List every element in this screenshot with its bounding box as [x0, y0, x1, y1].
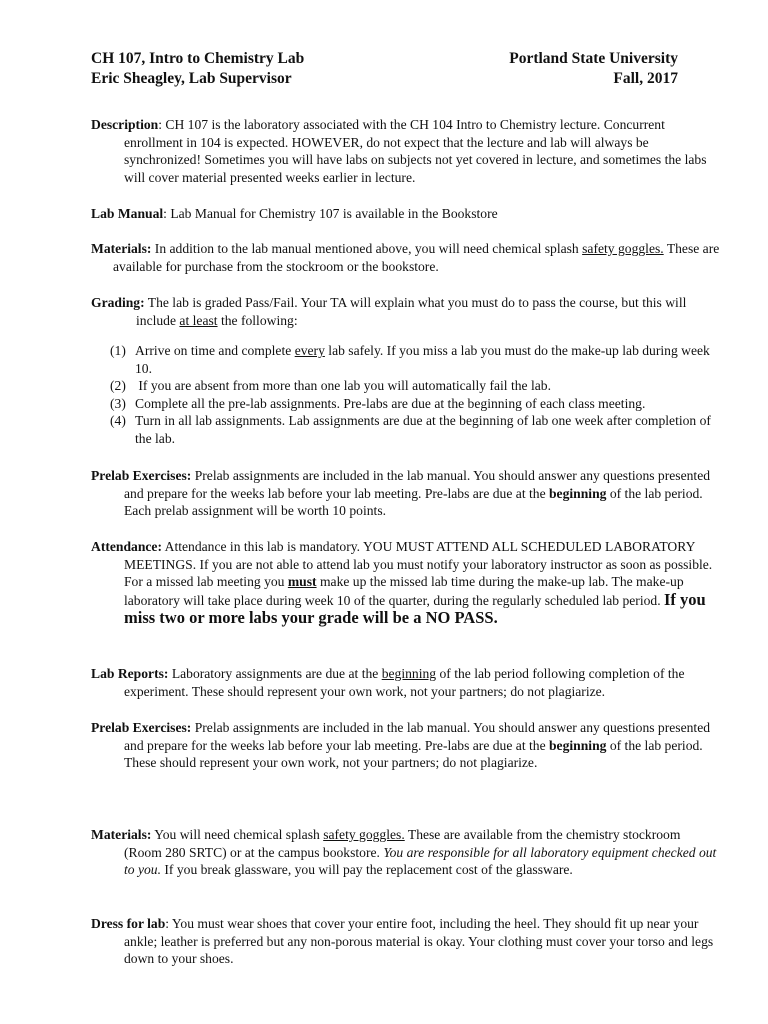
materials-italic: You are responsible for all laboratory equipment checked out to you.: [124, 844, 717, 878]
dress-label: Dress for lab: [91, 916, 166, 931]
grading-section: [91, 294, 721, 329]
requirement-emph: every: [294, 343, 325, 358]
attendance-warning: If you miss two or more labs your grade will be a NO PASS.: [124, 589, 706, 628]
description-text: : CH 107 is the laboratory associated with the CH 104 Intro to Chemistry lecture. Concurrent enrollment in 104 is expected. HOWEVER, do not expect that the lecture and lab will always be synchronized! Sometimes you will have labs on subjects not yet covered in lecture, and sometimes the labs will cover material presented weeks earlier in lecture.: [124, 117, 707, 185]
prelab-emph: beginning: [549, 737, 607, 753]
requirement-number: (3): [110, 395, 126, 411]
supervisor-name: Eric Sheagley, Lab Supervisor: [91, 70, 292, 87]
description-label: Description: [91, 117, 159, 132]
prelab-text-b: of the lab period. Each prelab assignment will be worth 10 points.: [124, 485, 703, 519]
attendance-section: [91, 538, 721, 628]
safety-goggles-text: safety goggles.: [323, 827, 405, 842]
materials-section-2: [91, 826, 721, 879]
lab-reports-emph: beginning: [381, 666, 437, 681]
requirement-item: [110, 412, 720, 447]
grading-emph: at least: [179, 312, 218, 328]
lab-reports-label: Lab Reports:: [91, 666, 169, 681]
requirement-number: (4): [110, 413, 126, 429]
requirement-text: lab safely. If you miss a lab you must do the make-up lab during week 10.: [135, 343, 710, 376]
university-name: Portland State University: [509, 50, 678, 67]
prelab-label: Prelab Exercises:: [91, 468, 192, 483]
attendance-text-a: Attendance in this lab is mandatory. YOU MUST ATTEND ALL SCHEDULED LABORATORY MEETINGS. If you are not able to attend lab you must notify your laboratory instructor as soon as possible. For a missed lab meeting you: [124, 539, 713, 590]
lab-reports-section: [91, 665, 721, 700]
prelab-section-2: [91, 719, 721, 772]
materials-text-a: In addition to the lab manual mentioned above, you will need chemical splash: [151, 241, 583, 256]
dress-text: : You must wear shoes that cover your entire foot, including the heel. They should fit up near your ankle; leather is preferred but any non-porous material is okay. Your clothing must cover your torso and legs down to your shoes.: [124, 916, 714, 967]
prelab-emph: beginning: [549, 485, 607, 501]
materials-text-b: These are available for purchase from the stockroom or the bookstore.: [113, 241, 720, 274]
requirement-item: [110, 395, 720, 413]
requirement-text: Turn in all lab assignments. Lab assignments are due at the beginning of lab one week after completion of the lab.: [135, 413, 711, 446]
requirement-text: Complete all the pre-lab assignments. Pre-labs are due at the beginning of each class meeting.: [135, 395, 646, 411]
attendance-label: Attendance:: [91, 539, 162, 554]
grading-text-a: The lab is graded Pass/Fail. Your TA will explain what you must do to pass the course, but this will include: [136, 295, 687, 328]
prelab-label: Prelab Exercises:: [91, 720, 192, 735]
dress-section: [91, 915, 721, 968]
materials-label: Materials:: [91, 241, 152, 256]
requirement-item: [110, 377, 720, 395]
requirement-text: If you are absent from more than one lab you will automatically fail the lab.: [135, 378, 551, 394]
requirement-number: (2): [110, 378, 126, 394]
materials-text-a: You will need chemical splash: [151, 827, 324, 842]
term: Fall, 2017: [613, 70, 678, 87]
materials-section: [91, 240, 721, 275]
lab-reports-text-b: of the lab period following completion of the experiment. These should represent your own work, not your partners; do not plagiarize.: [124, 666, 685, 699]
attendance-text-b: make up the missed lab time during the make-up lab. The make-up laboratory will take place during week 10 of the quarter, during the regularly scheduled lab period.: [124, 574, 684, 608]
description-section: [91, 116, 721, 186]
lab-reports-text-a: Laboratory assignments are due at the: [168, 666, 382, 681]
lab-manual-section: [91, 205, 721, 223]
attendance-emph: must: [287, 574, 317, 590]
grading-label: Grading:: [91, 295, 145, 310]
requirement-item: [110, 342, 720, 377]
safety-goggles-text: safety goggles.: [582, 241, 664, 256]
requirement-number: (1): [110, 343, 126, 358]
requirements-list: [110, 342, 720, 448]
lab-manual-label: Lab Manual: [91, 206, 164, 221]
requirement-text: Arrive on time and complete: [135, 343, 295, 358]
materials-text-b: These are available from the chemistry stockroom (Room 280 SRTC) or at the campus bookstore.: [124, 827, 681, 860]
prelab-text-a: Prelab assignments are included in the lab manual. You should answer any questions presented and prepare for the weeks lab before your lab meeting. Pre-labs are due at the: [124, 468, 711, 501]
materials-label: Materials:: [91, 827, 152, 842]
materials-text-c: If you break glassware, you will pay the replacement cost of the glassware.: [161, 862, 573, 878]
prelab-text-b: of the lab period. These should represent your own work, not your partners; do not plagiarize.: [124, 737, 703, 771]
course-title: CH 107, Intro to Chemistry Lab: [91, 50, 305, 67]
grading-text-b: the following:: [217, 312, 298, 328]
prelab-section: [91, 467, 721, 520]
lab-manual-text: : Lab Manual for Chemistry 107 is available in the Bookstore: [163, 206, 498, 221]
prelab-text-a: Prelab assignments are included in the lab manual. You should answer any questions presented and prepare for the weeks lab before your lab meeting. Pre-labs are due at the: [124, 720, 711, 753]
